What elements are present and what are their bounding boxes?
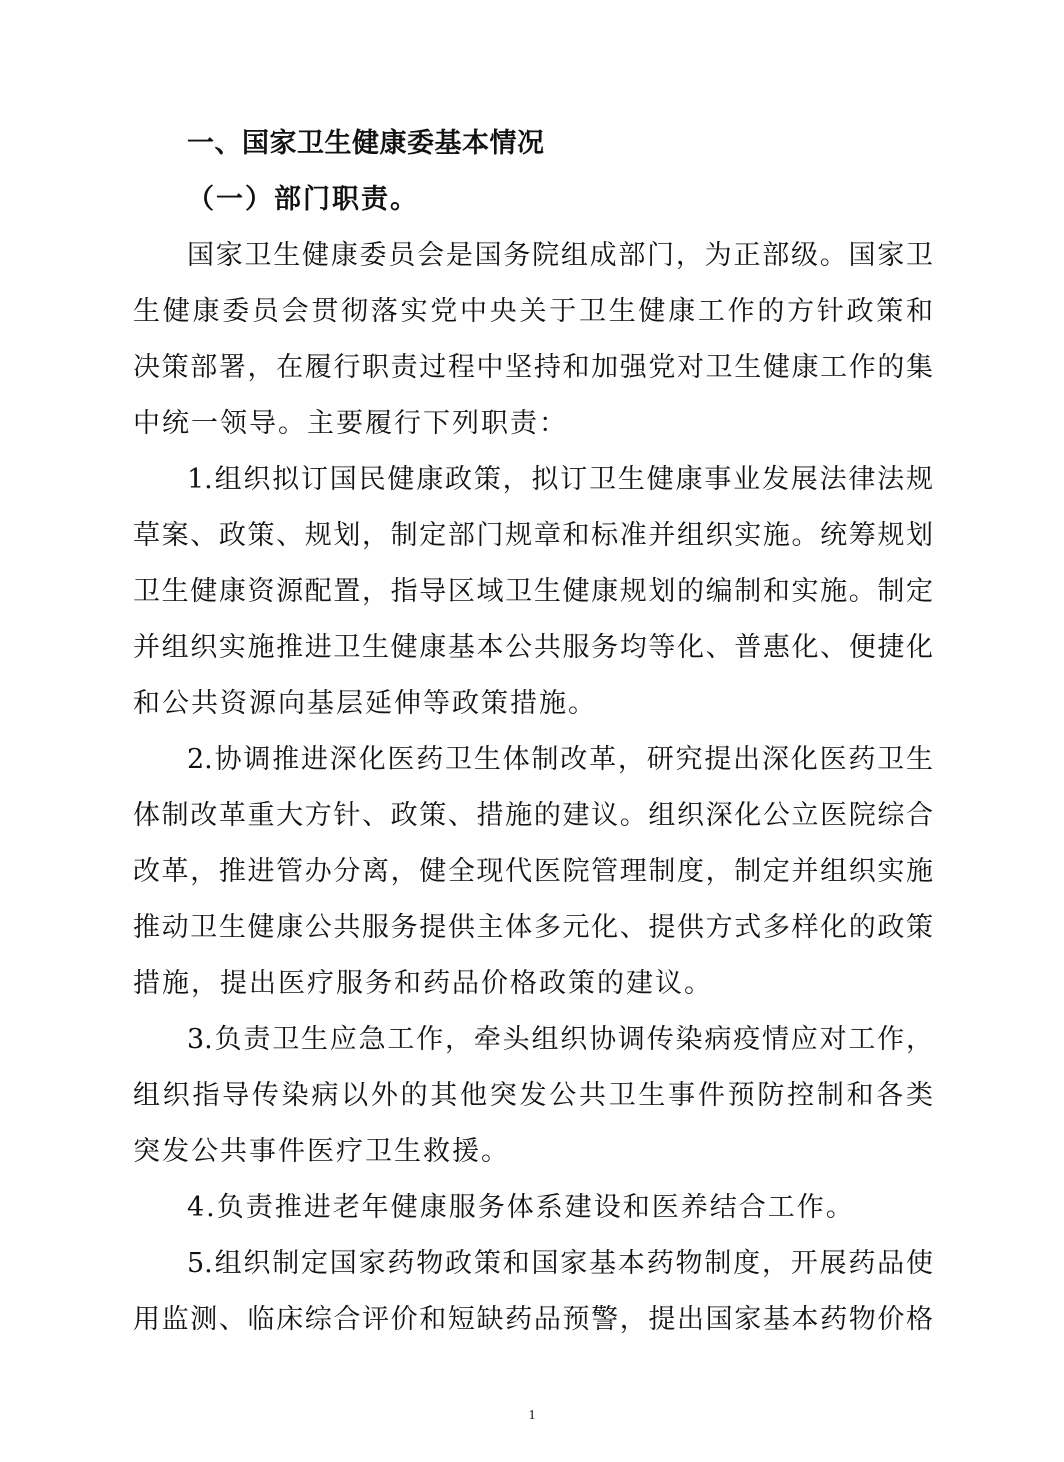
text-line: 4.负责推进老年健康服务体系建设和医养结合工作。 <box>187 1192 855 1223</box>
paragraph-intro <box>133 228 933 452</box>
text-line: 决策部署，在履行职责过程中坚持和加强党对卫生健康工作的集 <box>133 352 933 383</box>
text-line: 并组织实施推进卫生健康基本公共服务均等化、普惠化、便捷化 <box>133 632 933 663</box>
text-line: 中统一领导。主要履行下列职责： <box>133 408 568 439</box>
text-line: 推动卫生健康公共服务提供主体多元化、提供方式多样化的政策 <box>133 912 933 943</box>
document-body <box>133 116 933 1348</box>
page-number: 1 <box>528 1408 536 1423</box>
text-line: 生健康委员会贯彻落实党中央关于卫生健康工作的方针政策和 <box>133 296 933 327</box>
text-line: 1.组织拟订国民健康政策，拟订卫生健康事业发展法律法规 <box>187 464 933 495</box>
text-line: 2.协调推进深化医药卫生体制改革，研究提出深化医药卫生 <box>187 744 933 775</box>
paragraph-duty-1 <box>133 452 933 732</box>
paragraph-duty-3 <box>133 1012 933 1180</box>
text-line: 措施，提出医疗服务和药品价格政策的建议。 <box>133 968 713 999</box>
text-line: 组织指导传染病以外的其他突发公共卫生事件预防控制和各类 <box>133 1080 933 1111</box>
text-line: 体制改革重大方针、政策、措施的建议。组织深化公立医院综合 <box>133 800 933 831</box>
text-line: 草案、政策、规划，制定部门规章和标准并组织实施。统筹规划 <box>133 520 933 551</box>
section-heading: 一、国家卫生健康委基本情况 <box>187 128 545 159</box>
text-line: 和公共资源向基层延伸等政策措施。 <box>133 688 597 719</box>
text-line: 国家卫生健康委员会是国务院组成部门，为正部级。国家卫 <box>187 240 933 271</box>
paragraph-duty-4 <box>133 1180 933 1236</box>
text-line: 卫生健康资源配置，指导区域卫生健康规划的编制和实施。制定 <box>133 576 933 607</box>
text-line: 改革，推进管办分离，健全现代医院管理制度，制定并组织实施 <box>133 856 933 887</box>
text-line: 用监测、临床综合评价和短缺药品预警，提出国家基本药物价格 <box>133 1304 933 1335</box>
text-line: 突发公共事件医疗卫生救援。 <box>133 1136 510 1167</box>
text-line: 5.组织制定国家药物政策和国家基本药物制度，开展药品使 <box>187 1248 933 1279</box>
paragraph-duty-2 <box>133 732 933 1012</box>
text-line: 3.负责卫生应急工作，牵头组织协调传染病疫情应对工作， <box>187 1024 933 1055</box>
subsection-heading: （一）部门职责。 <box>187 184 419 215</box>
paragraph-duty-5 <box>133 1236 933 1348</box>
